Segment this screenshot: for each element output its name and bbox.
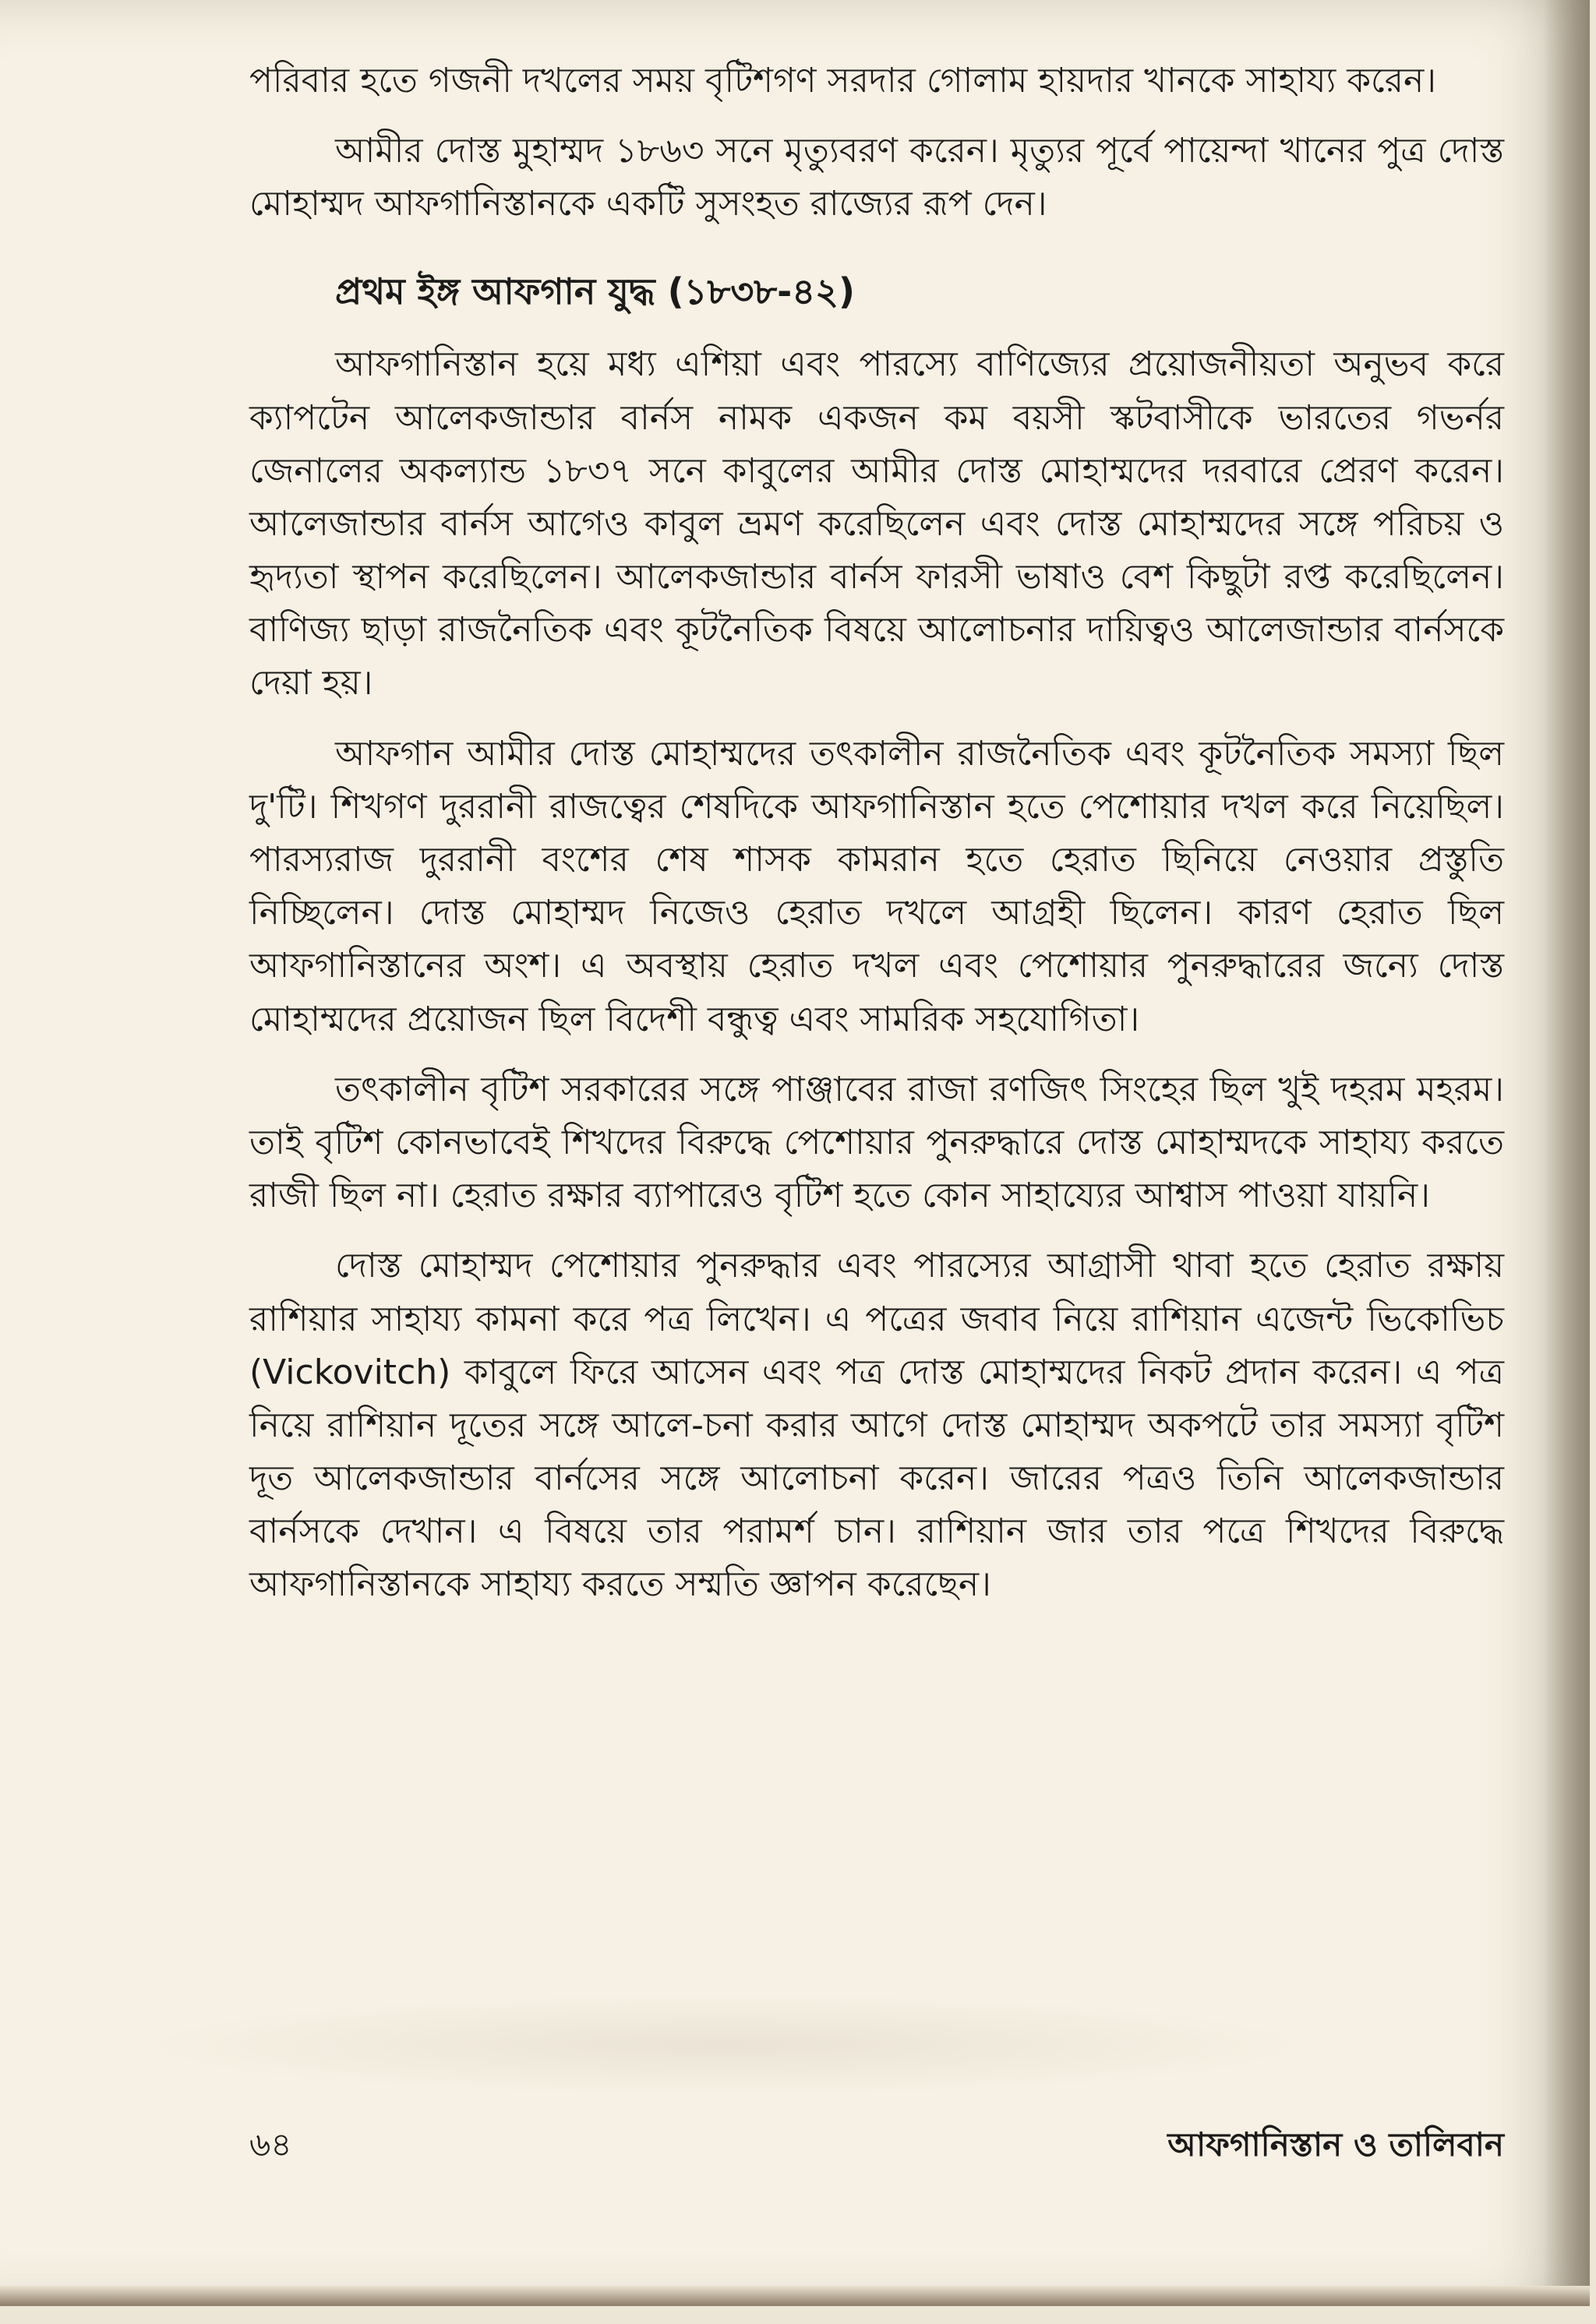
page-smudge [140,1994,1309,2096]
paragraph-2: আমীর দোস্ত মুহাম্মদ ১৮৬৩ সনে মৃত্যুবরণ করেন। মৃত্যুর পূর্বে পায়েন্দা খানের পুত্র দোস্ত মোহাম্মদ আফগানিস্তানকে একটি সুসংহত রাজ্যের রূপ দেন। [249,131,1504,224]
paragraph-5: তৎকালীন বৃটিশ সরকারের সঙ্গে পাঞ্জাবের রাজা রণজিৎ সিংহের ছিল খুই দহরম মহরম। তাই বৃটিশ কোনভাবেই শিখদের বিরুদ্ধে পেশোয়ার পুনরুদ্ধারে দোস্ত মোহাম্মদকে সাহায্য করতে রাজী ছিল না। হেরাত রক্ষার ব্যাপারেও বৃটিশ হতে কোন সাহায্যের আশ্বাস পাওয়া যায়নি। [249,1069,1504,1216]
paragraph-4: আফগান আমীর দোস্ত মোহাম্মদের তৎকালীন রাজনৈতিক এবং কূটনৈতিক সমস্যা ছিল দু'টি। শিখগণ দুররানী রাজত্বের শেষদিকে আফগানিস্তান হতে পেশোয়ার দখল করে নিয়েছিল। পারস্যরাজ দুররানী বংশের শেষ শাসক কামরান হতে হেরাত ছিনিয়ে নেওয়ার প্রস্তুতি নিচ্ছিলেন। দোস্ত মোহাম্মদ নিজেও হেরাত দখলে আগ্রহী ছিলেন। কারণ হেরাত ছিল আফগানিস্তানের অংশ। এ অবস্থায় হেরাত দখল এবং পেশোয়ার পুনরুদ্ধারের জন্যে দোস্ত মোহাম্মদের প্রয়োজন ছিল বিদেশী বন্ধুত্ব এবং সামরিক সহযোগিতা। [249,733,1504,1039]
page-body [249,55,1504,1612]
page-edge-shadow [1543,0,1590,2306]
paragraph-1: পরিবার হতে গজনী দখলের সময় বৃটিশগণ সরদার গোলাম হায়দার খানকে সাহায্য করেন। [249,61,1436,101]
section-heading: প্রথম ইঙ্গ আফগান যুদ্ধ (১৮৩৮-৪২) [335,270,855,312]
page-bottom-edge [0,2286,1590,2306]
running-title: আফগানিস্তান ও তালিবান [1167,2125,1504,2164]
page-footer [249,2119,1504,2174]
page-number: ৬৪ [249,2125,292,2164]
paragraph-6: দোস্ত মোহাম্মদ পেশোয়ার পুনরুদ্ধার এবং পারস্যের আগ্রাসী থাবা হতে হেরাত রক্ষায় রাশিয়ার সাহায্য কামনা করে পত্র লিখেন। এ পত্রের জবাব নিয়ে রাশিয়ান এজেন্ট ভিকোভিচ (Vickovitch) কাবুলে ফিরে আসেন এবং পত্র দোস্ত মোহাম্মদের নিকট প্রদান করেন। এ পত্র নিয়ে রাশিয়ান দূতের সঙ্গে আলে-চনা করার আগে দোস্ত মোহাম্মদ অকপটে তার সমস্যা বৃটিশ দূত আলেকজান্ডার বার্নসের সঙ্গে আলোচনা করেন। জারের পত্রও তিনি আলেকজান্ডার বার্নসকে দেখান। এ বিষয়ে তার পরামর্শ চান। রাশিয়ান জার তার পত্রে শিখদের বিরুদ্ধে আফগানিস্তানকে সাহায্য করতে সম্মতি জ্ঞাপন করেছেন। [249,1246,1504,1605]
paragraph-3: আফগানিস্তান হয়ে মধ্য এশিয়া এবং পারস্যে বাণিজ্যের প্রয়োজনীয়তা অনুভব করে ক্যাপটেন আলেকজান্ডার বার্নস নামক একজন কম বয়সী স্কটবাসীকে ভারতের গভর্নর জেনালের অকল্যান্ড ১৮৩৭ সনে কাবুলের আমীর দোস্ত মোহাম্মদের দরবারে প্রেরণ করেন। আলেজান্ডার বার্নস আগেও কাবুল ভ্রমণ করেছিলেন এবং দোস্ত মোহাম্মদের সঙ্গে পরিচয় ও হৃদ্যতা স্থাপন করেছিলেন। আলেকজান্ডার বার্নস ফারসী ভাষাও বেশ কিছুটা রপ্ত করেছিলেন। বাণিজ্য ছাড়া রাজনৈতিক এবং কূটনৈতিক বিষয়ে আলোচনার দায়িত্বও আলেজান্ডার বার্নসকে দেয়া হয়। [249,344,1504,704]
